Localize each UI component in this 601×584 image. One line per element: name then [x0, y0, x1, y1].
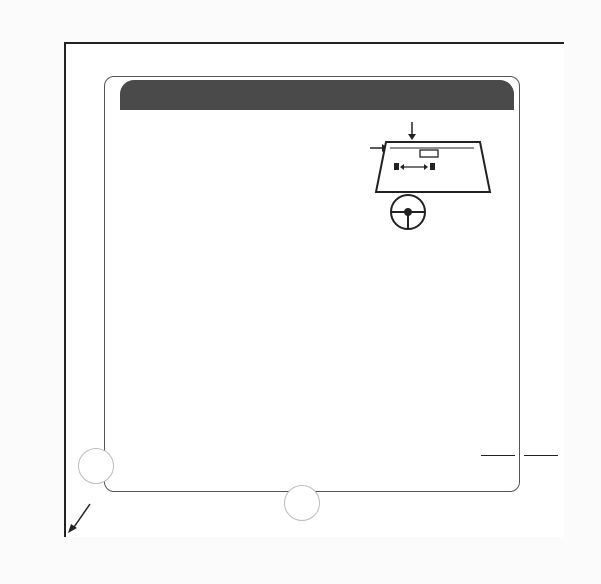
punch-hole-day: [78, 448, 114, 484]
dez-box-2: [524, 455, 558, 456]
banner-title: [120, 80, 514, 110]
dez-box-1: [481, 455, 515, 456]
dez-year: [524, 455, 558, 456]
peel-arrow-icon: [64, 500, 98, 536]
steering-wheel-icon: [391, 195, 425, 229]
dez-year: [481, 455, 515, 456]
windshield-diagram: [368, 120, 500, 232]
punch-hole-month: [284, 485, 320, 521]
arrow-down-icon: [408, 122, 416, 140]
